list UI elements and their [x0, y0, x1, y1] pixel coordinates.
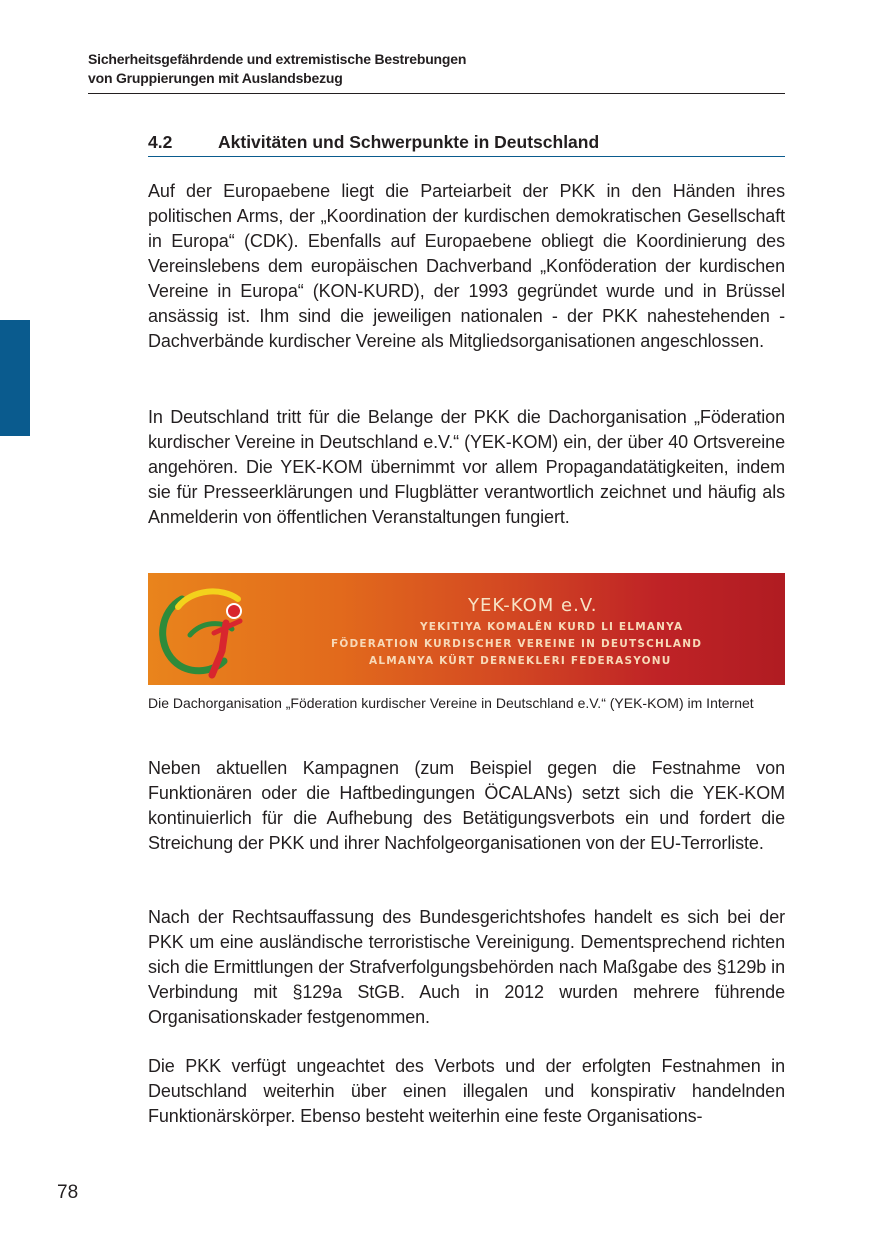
banner-line-german: FÖDERATION KURDISCHER VEREINE IN DEUTSCHLAND [331, 638, 703, 650]
paragraph: In Deutschland tritt für die Belange der PKK die Dachorganisation „Föderation kurdischer Vereine in Deutschland e.V.“ (YEK-KOM) ein, der über 40 Ortsvereine angehören. Die YEK-KOM übernimmt vor allem Propagandatätigkeiten, indem sie für Presseerklärungen und Flugblätter verantwortlich zeichnet und häufig als Anmelderin von öffentlichen Veranstaltungen fungiert. [148, 407, 785, 527]
paragraph: Neben aktuellen Kampagnen (zum Beispiel gegen die Festnahme von Funktionären oder die Haftbedingungen ÖCALANs) setzt sich die YEK-KOM kontinuierlich für die Aufhebung des Betätigungsverbots ein und fordert die Streichung der PKK und ihrer Nachfolgeorganisationen von der EU-Terrorliste. [148, 758, 785, 853]
image-caption: Die Dachorganisation „Föderation kurdischer Vereine in Deutschland e.V.“ (YEK-KOM) im Internet [148, 695, 754, 711]
banner-title: YEK-KOM e.V. [468, 595, 598, 616]
paragraph: Auf der Europaebene liegt die Parteiarbeit der PKK in den Händen ihres politischen Arms, der „Koordination der kurdischen demokratischen Gesellschaft in Europa“ (CDK). Ebenfalls auf Europaebene obliegt die Koordinierung des Vereinslebens dem europäischen Dachverband „Konföderation der kurdischen Vereine in Europa“ (KON-KURD), der 1993 gegründet wurde und in Brüssel ansässig ist. Ihm sind die jeweiligen nationalen - der PKK nahestehenden - Dachverbände kurdischer Vereine als Mitgliedsorganisationen angeschlossen. [148, 181, 785, 351]
paragraph: Die PKK verfügt ungeachtet des Verbots und der erfolgten Festnahmen in Deutschland weiterhin über einen illegalen und konspirativ handelnden Funktionärskörper. Ebenso besteht weiterhin eine feste Organisations- [148, 1056, 785, 1126]
banner-line-turkish: ALMANYA KÜRT DERNEKLERI FEDERASYONU [369, 655, 672, 667]
page-number: 78 [57, 1182, 79, 1203]
running-header [88, 50, 785, 94]
section-title: Aktivitäten und Schwerpunkte in Deutschland [218, 132, 600, 152]
chapter-side-tab [0, 320, 30, 436]
banner-line-kurdish: YEKITIYA KOMALÊN KURD LI ELMANYA [420, 621, 684, 633]
section-number: 4.2 [148, 132, 173, 152]
running-header-line-2: von Gruppierungen mit Auslandsbezug [88, 70, 343, 86]
yek-kom-banner-image [148, 573, 785, 685]
paragraph: Nach der Rechtsauffassung des Bundesgerichtshofes handelt es sich bei der PKK um eine ausländische terroristische Vereinigung. Dementsprechend richten sich die Ermittlungen der Strafverfolgungsbehörden nach Maßgabe des §129b in Verbindung mit §129a StGB. Auch in 2012 wurden mehrere führende Organisationskader festgenommen. [148, 907, 785, 1027]
running-header-line-1: Sicherheitsgefährdende und extremistische Bestrebungen [88, 51, 467, 67]
section-heading [148, 131, 785, 157]
yek-kom-logo-icon [152, 577, 262, 681]
